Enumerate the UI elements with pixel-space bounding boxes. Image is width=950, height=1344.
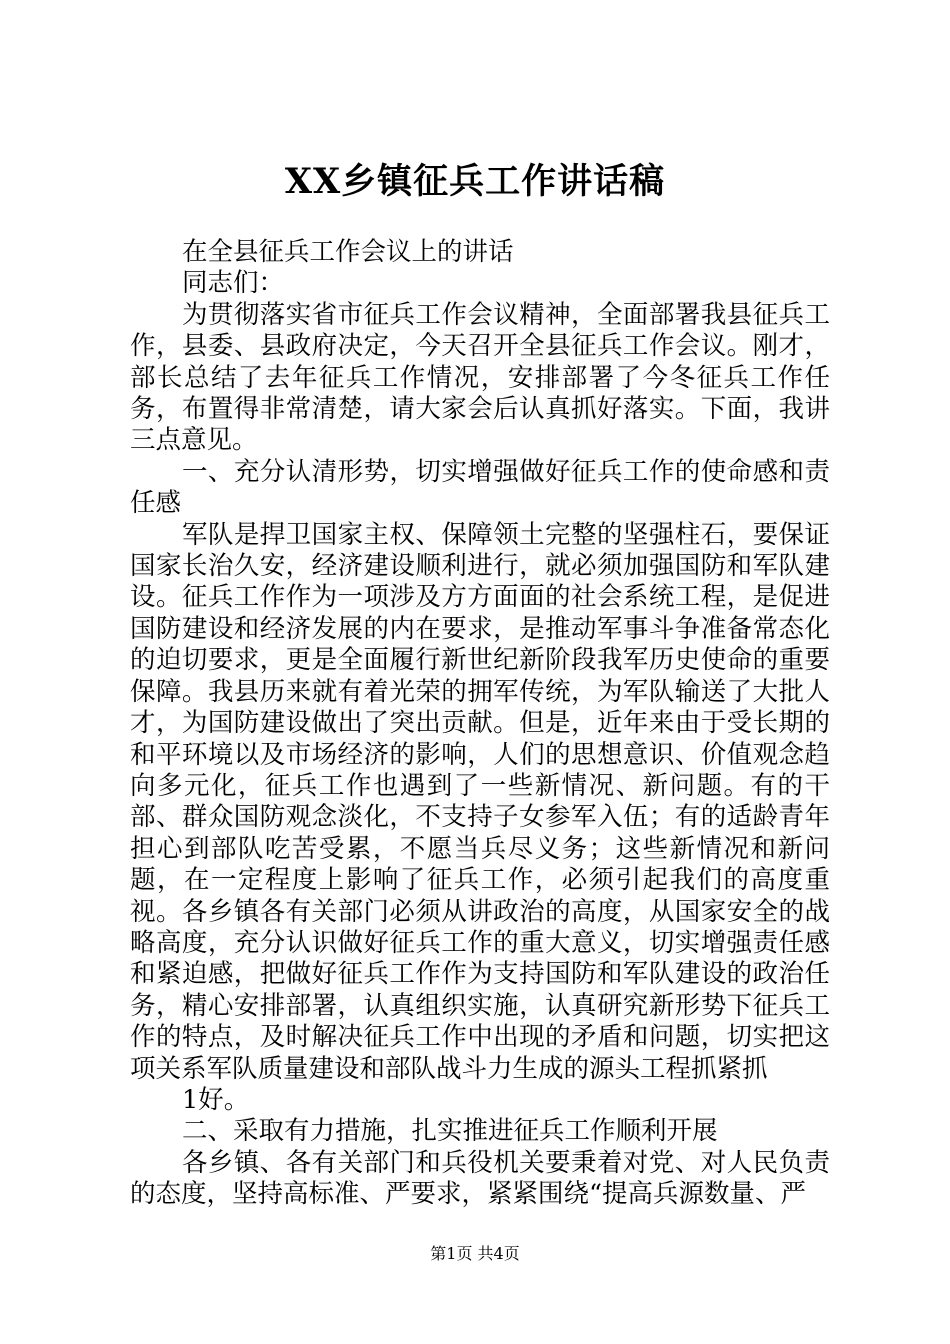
page-footer: 第1页 共4页 <box>430 1244 520 1263</box>
section-1-paragraph: 军队是捍卫国家主权、保障领土完整的坚强柱石，要保证国家长治久安，经济建设顺利进行，就必须加强国防和军队建设。征兵工作作为一项涉及方方面面的社会系统工程，是促进国防建设和经济发展的内在要求，是推动军事斗争准备常态化的迫切要求，更是全面履行新世纪新阶段我军历史使命的重要保障。我县历来就有着光荣的拥军传统，为军队输送了大批人才，为国防建设做出了突出贡献。但是，近年来由于受长期的和平环境以及市场经济的影响，人们的思想意识、价值观念趋向多元化，征兵工作也遇到了一些新情况、新问题。有的干部、群众国防观念淡化，不支持子女参军入伍；有的适龄青年担心到部队吃苦受累，不愿当兵尽义务；这些新情况和新问题，在一定程度上影响了征兵工作，必须引起我们的高度重视。各乡镇各有关部门必须从讲政治的高度，从国家安全的战略高度，充分认识做好征兵工作的重大意义，切实增强责任感和紧迫感，把做好征兵工作作为支持国防和军队建设的政治任务，精心安排部署，认真组织实施，认真研究新形势下征兵工作的特点，及时解决征兵工作中出现的矛盾和问题，切实把这项关系军队质量建设和部队战斗力生成的源头工程抓紧抓 <box>130 519 830 1084</box>
speech-subtitle: 在全县征兵工作会议上的讲话 <box>182 237 514 267</box>
section-2-paragraph: 各乡镇、各有关部门和兵役机关要秉着对党、对人民负责的态度，坚持高标准、严要求，紧紧围绕“提高兵源数量、严 <box>130 1147 830 1210</box>
salutation: 同志们： <box>182 268 285 299</box>
section-heading-2: 二、采取有力措施，扎实推进征兵工作顺利开展 <box>182 1116 718 1147</box>
intro-paragraph: 为贯彻落实省市征兵工作会议精神，全面部署我县征兵工作，县委、县政府决定，今天召开全县征兵工作会议。刚才，部长总结了去年征兵工作情况，安排部署了今冬征兵工作任务，布置得非常清楚，请大家会后认真抓好落实。下面，我讲三点意见。 <box>130 299 830 456</box>
section-heading-1: 一、充分认清形势，切实增强做好征兵工作的使命感和责任感 <box>130 456 830 519</box>
document-title: XX乡镇征兵工作讲话稿 <box>284 161 666 202</box>
page-break-fragment: 1好。 <box>182 1084 250 1115</box>
document-body <box>130 237 830 1211</box>
